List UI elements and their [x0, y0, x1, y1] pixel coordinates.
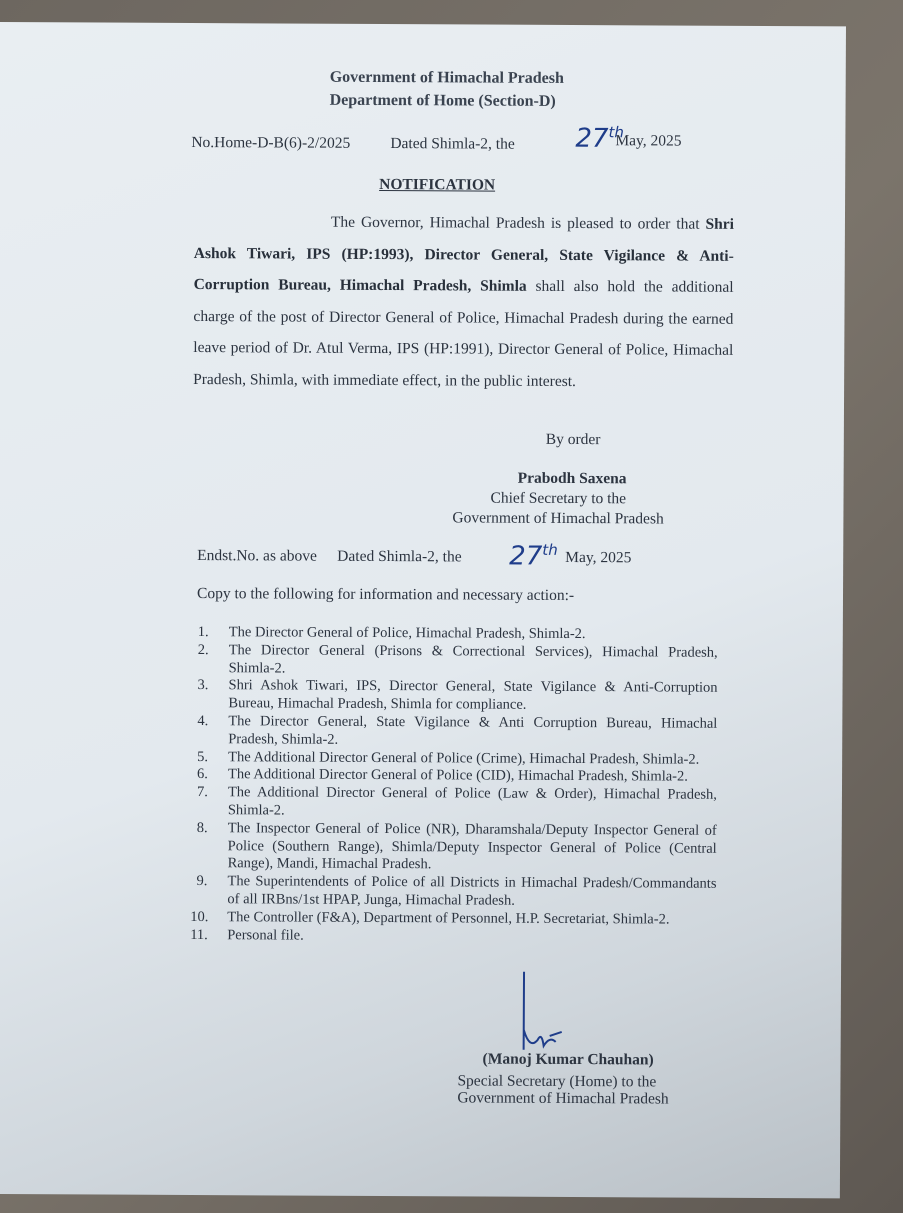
list-item [191, 713, 717, 751]
endorsement-number: Endst.No. as above [197, 547, 317, 565]
reference-dated: Dated Shimla-2, the [390, 135, 515, 153]
signatory1-name: Prabodh Saxena [517, 469, 627, 488]
list-item [191, 677, 717, 715]
item-text: The Controller (F&A), Department of Personnel, H.P. Secretariat, Shimla-2. [227, 908, 670, 928]
handwritten-day-suffix: th [608, 123, 624, 142]
reference-number: No.Home-D-B(6)-2/2025 [191, 134, 351, 152]
header-department: Department of Home (Section-D) [329, 91, 556, 110]
notification-body [193, 206, 734, 398]
reference-month-year: May, 2025 [615, 132, 682, 150]
notification-title: NOTIFICATION [379, 175, 496, 194]
item-text: The Additional Director General of Police (CID), Himachal Pradesh, Shimla-2. [228, 766, 688, 785]
endorsement-dated: Dated Shimla-2, the [337, 547, 462, 566]
item-number: 6. [197, 766, 208, 783]
item-text: The Superintendents of Police of all Districts in Himachal Pradesh/Commandants of all IRBns/1st HPAP, Junga, Himachal Pradesh. [227, 873, 717, 909]
list-item [190, 927, 716, 948]
copy-to-heading: Copy to the following for information and necessary action:- [196, 585, 575, 605]
item-text: The Additional Director General of Police (Law & Order), Himachal Pradesh, Shimla-2. [227, 784, 718, 819]
signatory1-office: Government of Himachal Pradesh [452, 509, 664, 528]
item-text: The Additional Director General of Police (Crime), Himachal Pradesh, Shimla-2. [228, 748, 700, 768]
item-text: The Director General, State Vigilance & Anti Corruption Bureau, Himachal Pradesh, Shimla-2. [228, 713, 718, 748]
list-item [190, 873, 716, 911]
handwritten-day-suffix: th [542, 540, 558, 559]
list-item [191, 784, 717, 822]
item-text: Personal file. [227, 926, 304, 944]
item-number: 10. [190, 908, 209, 925]
item-text: The Inspector General of Police (NR), Dharamshala/Deputy Inspector General of Police (Southern Range), Shimla/Deputy Inspector General of Police (Central Range), Mandi, Himachal Pradesh. [227, 819, 717, 873]
recipient-list [190, 624, 718, 947]
item-number: 9. [196, 873, 208, 890]
item-number: 5. [197, 748, 209, 765]
list-item [192, 642, 718, 680]
header-government: Government of Himachal Pradesh [329, 68, 564, 87]
endorsement-handwritten-date [509, 541, 558, 572]
list-item [191, 820, 717, 876]
signatory2-name: (Manoj Kumar Chauhan) [482, 1050, 654, 1069]
signatory2-designation: Special Secretary (Home) to the [457, 1072, 657, 1091]
handwritten-signature [510, 970, 590, 1060]
signatory2-office: Government of Himachal Pradesh [457, 1089, 669, 1108]
item-number: 4. [197, 713, 209, 730]
item-number: 11. [190, 926, 208, 943]
item-text: The Director General (Prisons & Correctional Services), Himachal Pradesh, Shimla-2. [228, 642, 718, 677]
by-order: By order [545, 430, 601, 449]
item-number: 8. [196, 819, 208, 836]
endorsement-month-year: May, 2025 [565, 548, 632, 567]
handwritten-day: 27 [575, 123, 609, 154]
handwritten-day: 27 [509, 541, 543, 572]
item-number: 1. [197, 624, 209, 641]
item-number: 3. [197, 677, 209, 694]
signatory1-designation: Chief Secretary to the [490, 489, 627, 508]
document-page [0, 22, 846, 1198]
body-officer: Shri Ashok Tiwari, IPS (HP:1993), Director General, State Vigilance & Anti-Corruption Bureau, Himachal Pradesh, Shimla [193, 215, 734, 295]
item-text: Shri Ashok Tiwari, IPS, Director General, State Vigilance & Anti-Corruption Bureau, Himachal Pradesh, Shimla for compliance. [228, 677, 718, 713]
item-number: 2. [197, 641, 209, 658]
body-intro: The Governor, Himachal Pradesh is pleased to order that [330, 213, 706, 233]
item-text: The Director General of Police, Himachal Pradesh, Shimla-2. [228, 624, 586, 643]
body-rest: shall also hold the additional charge of the post of Director General of Police, Himachal Pradesh during the earned leave period of Dr. Atul Verma, IPS (HP:1991), Director General of Police, Himachal Pradesh, Shimla, with immediate effect, in the public interest. [193, 277, 734, 390]
item-number: 7. [196, 784, 208, 801]
